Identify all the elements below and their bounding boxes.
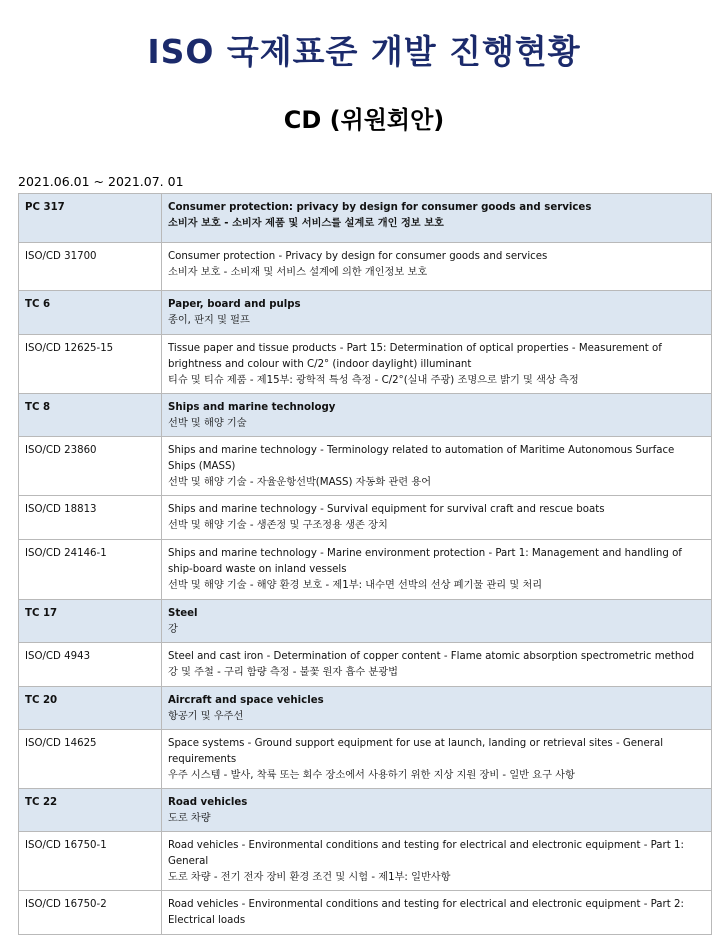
standard-title-cell: [162, 891, 712, 935]
table-row-committee: [19, 394, 712, 437]
title-ko: 소비자 보호 - 소비자 제품 및 서비스를 설계로 개인 정보 보호: [168, 218, 444, 229]
table-row-standard: [19, 496, 712, 540]
title-ko: 선박 및 해양 기술 - 생존정 및 구조정용 생존 장치: [168, 520, 388, 531]
title-en: Ships and marine technology - Marine environment protection - Part 1: Management and handling of ship-board waste on inland vessels: [168, 548, 682, 575]
standard-title-cell: [162, 496, 712, 540]
standard-code: ISO/CD 14625: [19, 730, 162, 789]
standard-title-cell: [162, 335, 712, 394]
standard-title-cell: [162, 243, 712, 291]
title-ko: 선박 및 해양 기술: [168, 418, 247, 429]
title-en: Ships and marine technology: [168, 402, 336, 413]
table-row-standard: [19, 643, 712, 687]
title-ko: 강 및 주철 - 구리 함량 측정 - 불꽃 원자 흡수 분광법: [168, 667, 398, 678]
committee-code: PC 317: [19, 194, 162, 243]
committee-title-cell: [162, 291, 712, 335]
title-ko: 강: [168, 624, 178, 635]
committee-code: TC 8: [19, 394, 162, 437]
standard-title-cell: [162, 540, 712, 600]
table-row-standard: [19, 243, 712, 291]
table-row-standard: [19, 891, 712, 935]
committee-title-cell: [162, 687, 712, 730]
table-row-standard: [19, 832, 712, 891]
standard-code: ISO/CD 16750-1: [19, 832, 162, 891]
committee-title-cell: [162, 394, 712, 437]
committee-code: TC 6: [19, 291, 162, 335]
title-en: Consumer protection - Privacy by design for consumer goods and services: [168, 251, 548, 262]
committee-title-cell: [162, 194, 712, 243]
title-en: Aircraft and space vehicles: [168, 695, 324, 706]
title-ko: 소비자 보호 - 소비재 및 서비스 설계에 의한 개인정보 보호: [168, 267, 428, 278]
title-en: Consumer protection: privacy by design for consumer goods and services: [168, 202, 592, 213]
standard-title-cell: [162, 437, 712, 496]
title-ko: 선박 및 해양 기술 - 해양 환경 보호 - 제1부: 내수면 선박의 선상 폐기물 관리 및 처리: [168, 580, 543, 591]
standard-title-cell: [162, 643, 712, 687]
table-row-standard: [19, 730, 712, 789]
table-row-committee: [19, 600, 712, 643]
page-title: ISO 국제표준 개발 진행현황: [147, 32, 581, 71]
title-en: Space systems - Ground support equipment for use at launch, landing or retrieval sites - General requirements: [168, 738, 664, 765]
standard-code: ISO/CD 31700: [19, 243, 162, 291]
title-en: Paper, board and pulps: [168, 299, 301, 310]
title-ko: 티슈 및 티슈 제품 - 제15부: 광학적 특성 측정 - C/2°(실내 주광) 조명으로 밝기 및 색상 측정: [168, 375, 579, 386]
table-row-standard: [19, 437, 712, 496]
committee-title-cell: [162, 789, 712, 832]
table-row-committee: [19, 194, 712, 243]
title-ko: 종이, 판지 및 펄프: [168, 315, 250, 326]
title-ko: 항공기 및 우주선: [168, 711, 244, 722]
title-en: Steel and cast iron - Determination of copper content - Flame atomic absorption spectrometric method: [168, 651, 695, 662]
title-ko: 선박 및 해양 기술 - 자율운항선박(MASS) 자동화 관련 용어: [168, 477, 432, 488]
standard-title-cell: [162, 832, 712, 891]
committee-title-cell: [162, 600, 712, 643]
table-row-committee: [19, 291, 712, 335]
title-en: Ships and marine technology - Terminology related to automation of Maritime Autonomous Surface Ships (MASS): [168, 445, 675, 472]
standard-code: ISO/CD 12625-15: [19, 335, 162, 394]
date-range: 2021.06.01 ~ 2021.07. 01: [18, 174, 184, 189]
title-en: Ships and marine technology - Survival equipment for survival craft and rescue boats: [168, 504, 605, 515]
table-row-committee: [19, 687, 712, 730]
standard-code: ISO/CD 16750-2: [19, 891, 162, 935]
committee-code: TC 22: [19, 789, 162, 832]
committee-code: TC 20: [19, 687, 162, 730]
page-subtitle: CD (위원회안): [283, 106, 445, 134]
table-row-standard: [19, 540, 712, 600]
standard-code: ISO/CD 18813: [19, 496, 162, 540]
committee-code: TC 17: [19, 600, 162, 643]
title-en: Road vehicles - Environmental conditions and testing for electrical and electronic equipment - Part 1: General: [168, 840, 684, 867]
title-en: Road vehicles: [168, 797, 248, 808]
title-ko: 도로 차량 - 전기 전자 장비 환경 조건 및 시험 - 제1부: 일반사항: [168, 872, 451, 883]
title-en: Steel: [168, 608, 198, 619]
standard-code: ISO/CD 23860: [19, 437, 162, 496]
standard-title-cell: [162, 730, 712, 789]
title-en: Tissue paper and tissue products - Part 15: Determination of optical properties - Measurement of brightness and colour with C/2° (indoor daylight) illuminant: [168, 343, 662, 370]
standard-code: ISO/CD 24146-1: [19, 540, 162, 600]
title-en: Road vehicles - Environmental conditions and testing for electrical and electronic equipment - Part 2: Electrical loads: [168, 899, 684, 926]
title-ko: 우주 시스템 - 발사, 착륙 또는 회수 장소에서 사용하기 위한 지상 지원 장비 - 일반 요구 사항: [168, 770, 575, 781]
standard-code: ISO/CD 4943: [19, 643, 162, 687]
standards-table: [18, 193, 712, 935]
title-ko: 도로 차량: [168, 813, 211, 824]
table-row-committee: [19, 789, 712, 832]
table-row-standard: [19, 335, 712, 394]
